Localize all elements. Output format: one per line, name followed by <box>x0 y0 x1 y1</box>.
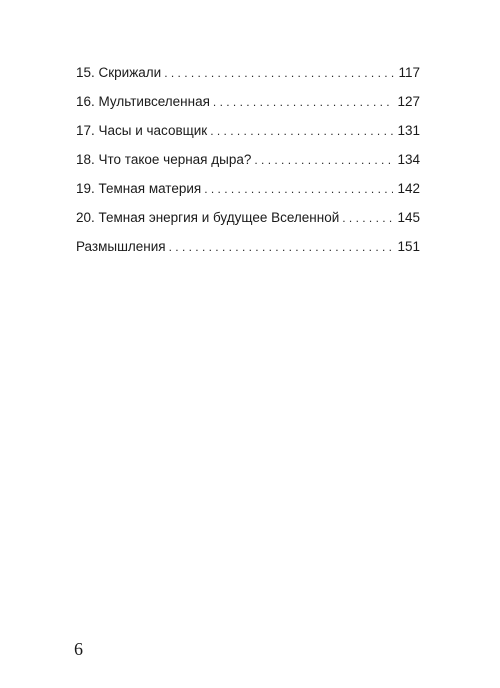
table-of-contents <box>76 58 420 261</box>
toc-dot-leader <box>204 175 393 204</box>
toc-entry <box>76 116 420 145</box>
toc-entry-title: Размышления <box>76 239 166 254</box>
toc-entry <box>76 58 420 87</box>
toc-entry <box>76 174 420 203</box>
toc-entry-page: 117 <box>398 65 420 80</box>
page-number: 6 <box>74 639 83 659</box>
toc-dot-leader <box>342 204 393 233</box>
toc-entry <box>76 145 420 174</box>
toc-entry-page: 131 <box>397 123 420 138</box>
toc-dot-leader <box>254 146 393 175</box>
toc-entry-page: 142 <box>397 181 420 196</box>
toc-entry-title: 15. Скрижали <box>76 65 162 80</box>
toc-entry-title: 17. Часы и часовщик <box>76 123 208 138</box>
toc-entry <box>76 87 420 116</box>
toc-entry-page: 145 <box>397 210 420 225</box>
toc-entry-title: 16. Мультивселенная <box>76 94 210 109</box>
toc-entry <box>76 232 420 261</box>
toc-entry <box>76 203 420 232</box>
toc-dot-leader <box>169 233 394 262</box>
toc-dot-leader <box>210 117 393 146</box>
toc-entry-page: 134 <box>397 152 420 167</box>
toc-dot-leader <box>164 59 394 88</box>
toc-entry-page: 151 <box>397 239 420 254</box>
toc-dot-leader <box>213 88 394 117</box>
toc-entry-title: 18. Что такое черная дыра? <box>76 152 252 167</box>
toc-entry-page: 127 <box>397 94 420 109</box>
toc-entry-title: 20. Темная энергия и будущее Вселенной <box>76 210 340 225</box>
toc-entry-title: 19. Темная материя <box>76 181 202 196</box>
